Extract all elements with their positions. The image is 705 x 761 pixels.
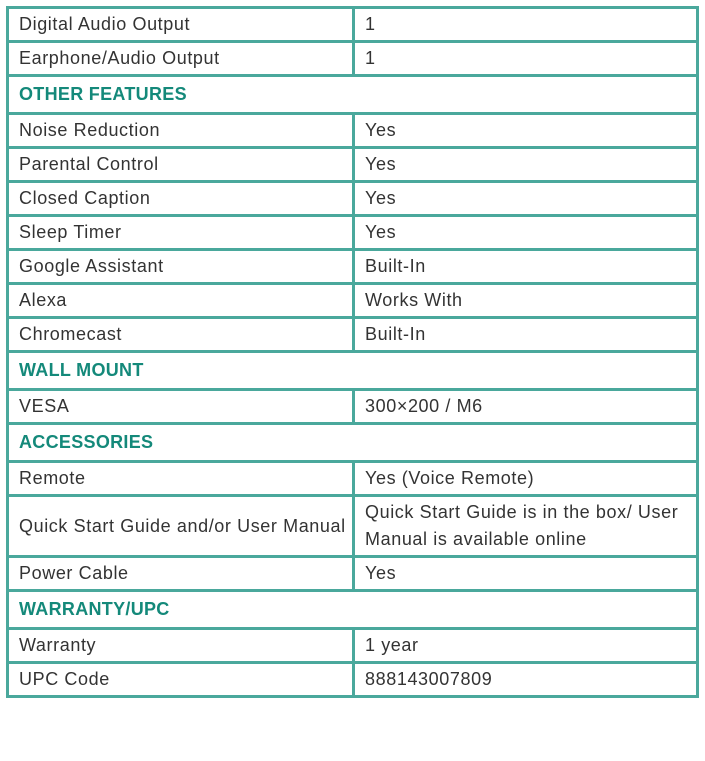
spec-row (8, 114, 698, 148)
spec-row (8, 318, 698, 352)
spec-label: Sleep Timer (8, 216, 354, 250)
spec-row (8, 148, 698, 182)
spec-row (8, 557, 698, 591)
section-header-row (8, 424, 698, 462)
spec-label: Power Cable (8, 557, 354, 591)
section-header-row (8, 591, 698, 629)
spec-row (8, 250, 698, 284)
spec-row (8, 663, 698, 697)
spec-label: Digital Audio Output (8, 8, 354, 42)
spec-label: Chromecast (8, 318, 354, 352)
specifications-table (6, 6, 699, 698)
specifications-body (8, 8, 698, 697)
spec-row (8, 182, 698, 216)
spec-label: UPC Code (8, 663, 354, 697)
spec-value: Built-In (354, 250, 698, 284)
spec-row (8, 42, 698, 76)
spec-value: 1 (354, 8, 698, 42)
spec-row (8, 462, 698, 496)
spec-value: Yes (354, 114, 698, 148)
spec-row (8, 216, 698, 250)
spec-row (8, 8, 698, 42)
spec-value: 300×200 / M6 (354, 390, 698, 424)
spec-value: 1 year (354, 629, 698, 663)
spec-row (8, 629, 698, 663)
spec-value: Yes (354, 148, 698, 182)
spec-label: Parental Control (8, 148, 354, 182)
spec-row (8, 390, 698, 424)
spec-value: Quick Start Guide is in the box/ User Manual is available online (354, 496, 698, 557)
spec-row (8, 496, 698, 557)
spec-label: Closed Caption (8, 182, 354, 216)
spec-value: Yes (Voice Remote) (354, 462, 698, 496)
spec-value: Yes (354, 216, 698, 250)
spec-row (8, 284, 698, 318)
spec-label: Remote (8, 462, 354, 496)
section-header: OTHER FEATURES (8, 76, 698, 114)
spec-label: Quick Start Guide and/or User Manual (8, 496, 354, 557)
section-header: WARRANTY/UPC (8, 591, 698, 629)
section-header: WALL MOUNT (8, 352, 698, 390)
spec-label: Warranty (8, 629, 354, 663)
section-header-row (8, 352, 698, 390)
spec-label: Earphone/Audio Output (8, 42, 354, 76)
spec-label: Noise Reduction (8, 114, 354, 148)
spec-value: 1 (354, 42, 698, 76)
spec-label: Google Assistant (8, 250, 354, 284)
spec-value: Yes (354, 557, 698, 591)
spec-label: Alexa (8, 284, 354, 318)
spec-value: 888143007809 (354, 663, 698, 697)
spec-value: Yes (354, 182, 698, 216)
section-header-row (8, 76, 698, 114)
spec-label: VESA (8, 390, 354, 424)
spec-value: Built-In (354, 318, 698, 352)
section-header: ACCESSORIES (8, 424, 698, 462)
spec-value: Works With (354, 284, 698, 318)
